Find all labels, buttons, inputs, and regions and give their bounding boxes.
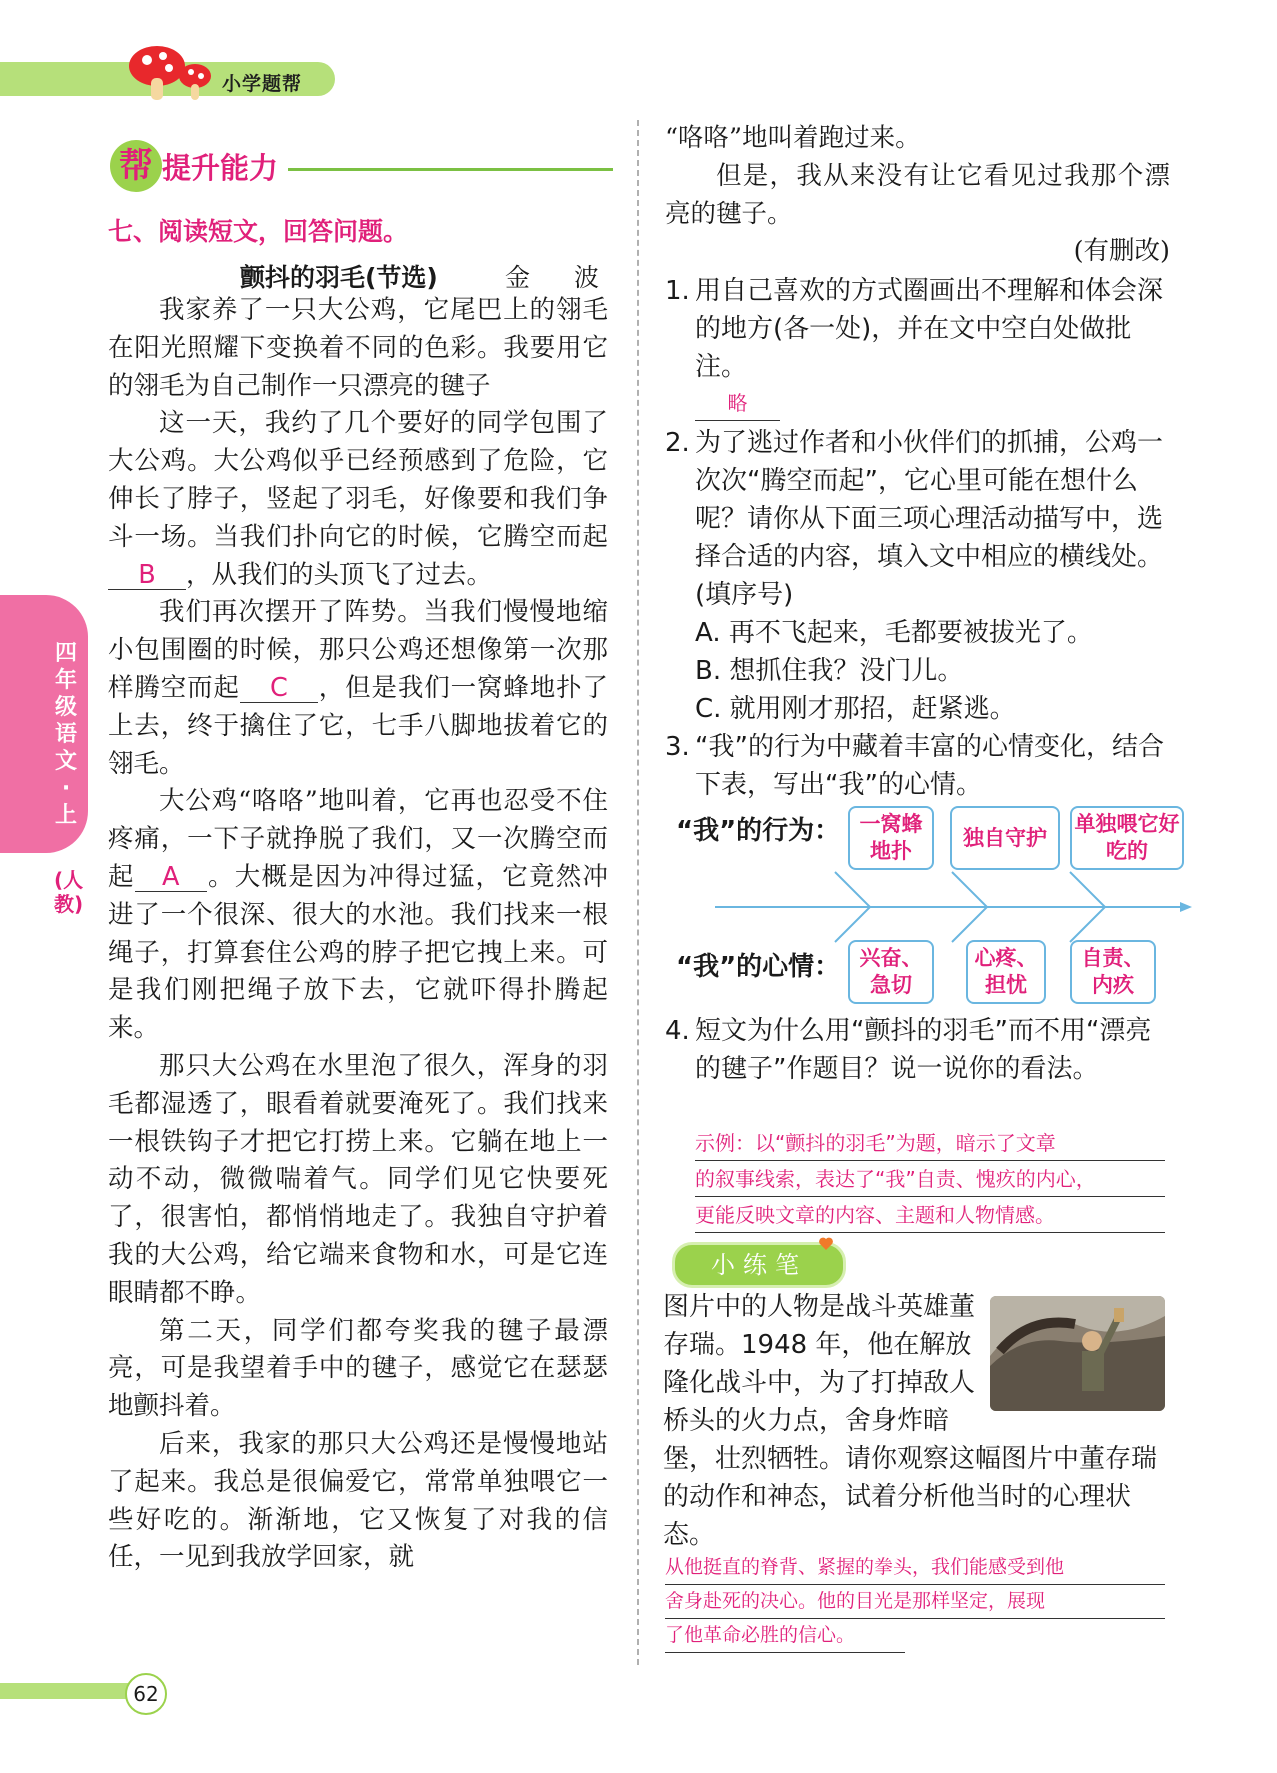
practice-answer-line[interactable]: 从他挺直的脊背、紧握的拳头，我们能感受到他	[665, 1550, 1165, 1585]
question-1	[665, 272, 1170, 386]
answer-blank[interactable]: B	[108, 561, 186, 590]
story-continuation	[665, 120, 1170, 271]
story-paragraph: 后来，我家的那只大公鸡还是慢慢地站了起来。我总是很偏爱它，常常单独喂它一些好吃的。渐渐地，它又恢复了对我的信任，一见到我放学回家，就	[108, 1428, 608, 1573]
source-note: (有删改)	[1073, 236, 1170, 267]
mood-box[interactable]: 自责、内疚	[1070, 940, 1156, 1004]
q4-answer-line[interactable]: 更能反映文章的内容、主题和人物情感。	[695, 1198, 1165, 1233]
practice-text: 图片中的人物是战斗英雄董存瑞。1948 年，他在解放隆化战斗中，为了打掉敌人桥头的火力点，舍身炸暗堡，壮烈牺牲。请你观察这幅图片中董存瑞的动作和神态，试着分析他当时的心理状态。	[663, 1292, 1158, 1550]
behavior-box[interactable]: 独自守护	[950, 806, 1060, 870]
story-paragraph: 这一天，我约了几个要好的同学包围了大公鸡。大公鸡似乎已经预感到了危险，它伸长了脖子，竖起了羽毛，好像要和我们争斗一场。当我们扑向它的时候，它腾空而起B ，从我们的头顶飞了过去。	[108, 408, 608, 590]
question-2	[665, 424, 1170, 614]
story-paragraph: 大公鸡“咯咯”地叫着，它再也忍受不住疼痛，一下子就挣脱了我们，又一次腾空而起 A 。大概是因为冲得过猛，它竟然冲进了一个很深、很大的水池。我们找来一根绳子，打算套住公鸡的脖子把它拽上来。可是我们刚把绳子放下去，它就吓得扑腾起来。	[108, 786, 608, 1044]
practice-answer-line[interactable]: 舍身赴死的决心。他的目光是那样坚定，展现	[665, 1584, 1165, 1619]
mood-label: “我”的心情：	[676, 952, 841, 982]
question-number: 2.	[665, 428, 690, 458]
mood-box[interactable]: 心疼、担忧	[966, 940, 1046, 1004]
heart-icon	[818, 1236, 834, 1252]
question-number: 4.	[665, 1016, 690, 1046]
practice-badge: 小练笔	[672, 1242, 846, 1288]
question-text: 短文为什么用“颤抖的羽毛”而不用“漂亮的毽子”作题目？说一说你的看法。	[695, 1016, 1152, 1084]
question-text: 为了逃过作者和小伙伴们的抓捕，公鸡一次次“腾空而起”，它心里可能在想什么呢？请你从下面三项心理活动描写中，选择合适的内容，填入文中相应的横线处。(填序号)	[695, 428, 1164, 610]
q1-answer[interactable]: 略	[695, 386, 780, 421]
photo-spacer	[983, 1288, 1168, 1418]
question-number: 1.	[665, 276, 690, 306]
exercise-heading: 七、阅读短文，回答问题。	[108, 217, 409, 246]
page-number: 62	[125, 1673, 167, 1715]
story-paragraph: 我家养了一只大公鸡，它尾巴上的翎毛在阳光照耀下变换着不同的色彩。我要用它的翎毛为自己制作一只漂亮的毽子	[108, 295, 608, 401]
story-paragraph: 第二天，同学们都夸奖我的毽子最漂亮，可是我望着手中的毽子，感觉它在瑟瑟地颤抖着。	[108, 1315, 608, 1422]
story-title: 颤抖的羽毛(节选)	[240, 263, 438, 292]
section-title: 提升能力	[162, 151, 279, 185]
story-paragraph: 那只大公鸡在水里泡了很久，浑身的羽毛都湿透了，眼看着就要淹死了。我们找来一根铁钩子才把它打捞上来。它躺在地上一动不动，微微喘着气。同学们见它快要死了，很害怕，都悄悄地走了。我独自守护着我的大公鸡，给它端来食物和水，可是它连眼睛都不睁。	[108, 1050, 608, 1308]
section-underline	[288, 168, 613, 171]
q4-answer-line[interactable]: 的叙事线索，表达了“我”自责、愧疚的内心，	[695, 1162, 1165, 1197]
story-paragraph: 我们再次摆开了阵势。当我们慢慢地缩小包围圈的时候，那只公鸡还想像第一次那样腾空而起 C ，但是我们一窝蜂地扑了上去，终于擒住了它，七手八脚地拔着它的翎毛。	[108, 597, 608, 779]
option-a: A. 再不飞起来，毛都要被拔光了。	[695, 618, 1093, 648]
question-number: 3.	[665, 732, 690, 762]
practice-answer-line[interactable]: 了他革命必胜的信心。	[665, 1618, 905, 1653]
mushroom-icon	[125, 42, 215, 102]
answer-blank[interactable]: A	[135, 863, 207, 892]
question-text: 用自己喜欢的方式圈画出不理解和体会深的地方(各一处)，并在文中空白处做批注。	[695, 276, 1164, 382]
edition-label: (人教)	[54, 868, 84, 916]
mood-box[interactable]: 兴奋、急切	[848, 940, 934, 1004]
behavior-box[interactable]: 一窝蜂地扑	[848, 806, 934, 870]
question-3	[665, 728, 1170, 804]
diagram-connectors	[700, 860, 1200, 950]
behavior-label: “我”的行为：	[676, 816, 841, 846]
story-paragraph: 但是，我从来没有让它看见过我那个漂亮的毽子。	[665, 160, 1170, 229]
practice-text-block	[663, 1288, 1168, 1554]
brand-name: 小学题帮	[222, 73, 303, 95]
option-c: C. 就用刚才那招，赶紧逃。	[695, 694, 1016, 724]
question-text: “我”的行为中藏着丰富的心情变化，结合下表，写出“我”的心情。	[695, 732, 1164, 800]
story-body	[108, 292, 608, 1577]
behavior-box[interactable]: 单独喂它好吃的	[1070, 806, 1184, 870]
column-divider	[637, 120, 639, 1665]
story-paragraph: “咯咯”地叫着跑过来。	[665, 123, 921, 153]
q4-answer-line[interactable]: 示例：以“颤抖的羽毛”为题，暗示了文章	[695, 1126, 1165, 1161]
grade-label: 四年级语文·上	[54, 641, 77, 828]
story-author: 金 波	[505, 263, 617, 292]
question-4	[665, 1012, 1170, 1088]
section-badge: 帮	[110, 140, 162, 192]
answer-blank[interactable]: C	[240, 674, 318, 703]
option-b: B. 想抓住我？没门儿。	[695, 656, 964, 686]
